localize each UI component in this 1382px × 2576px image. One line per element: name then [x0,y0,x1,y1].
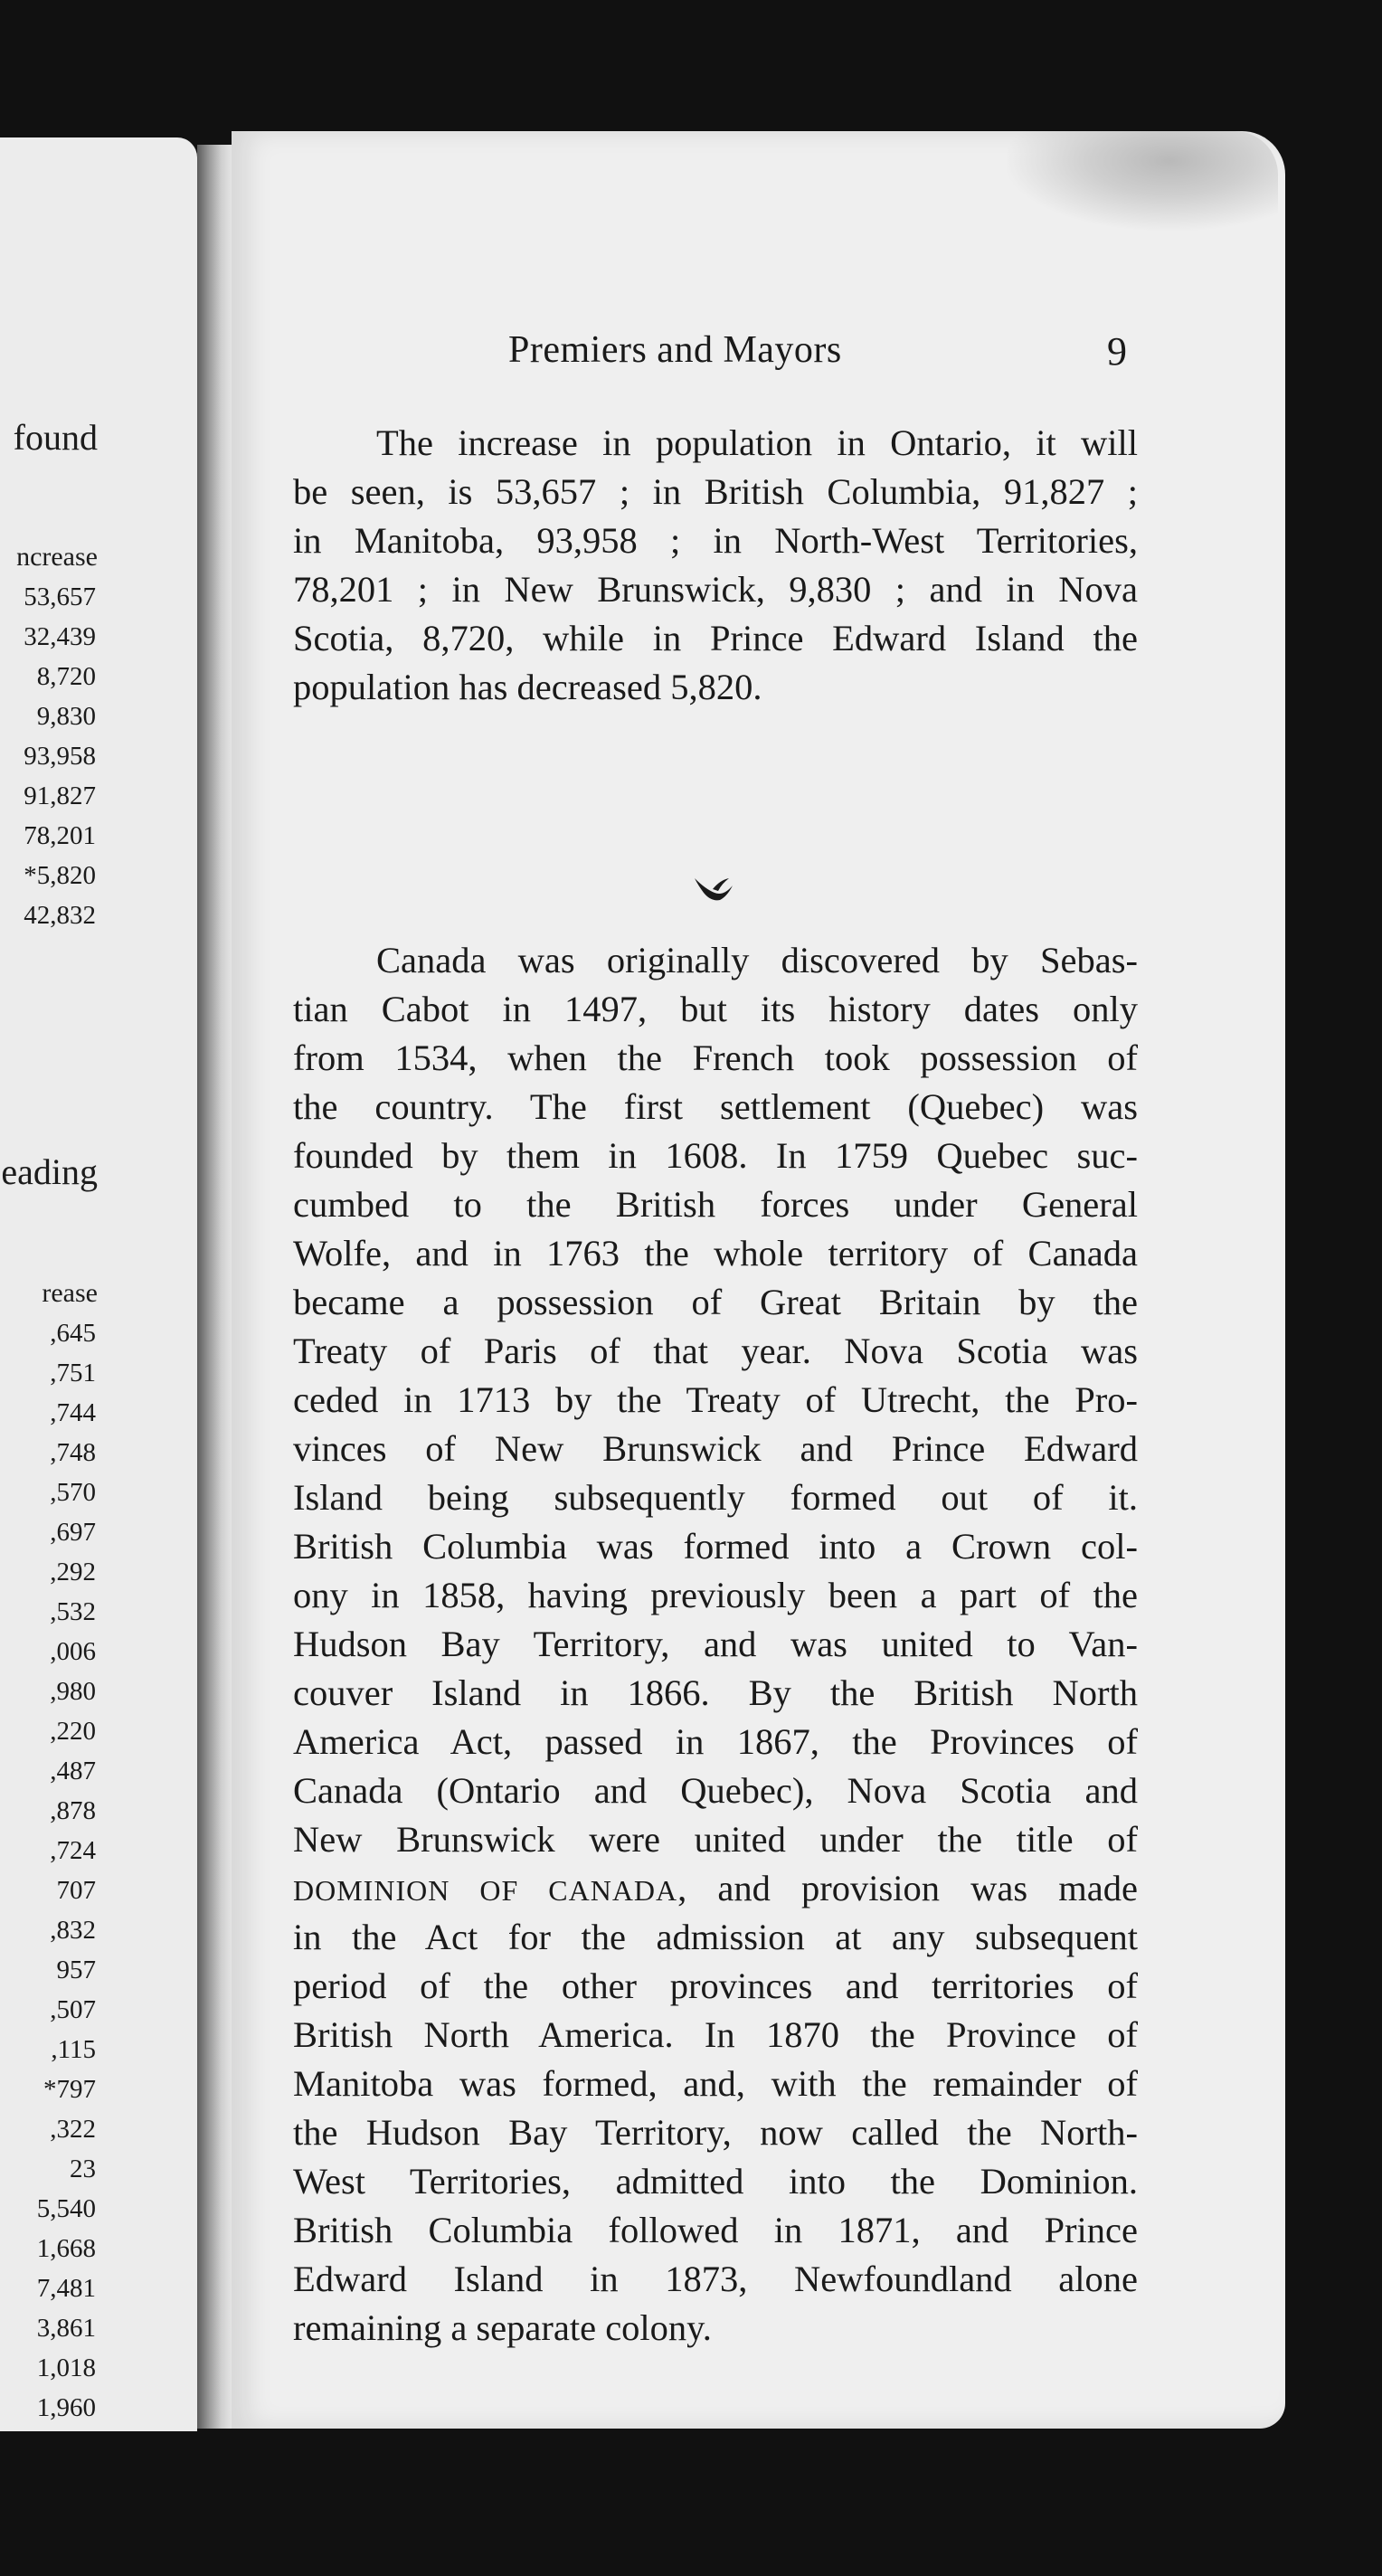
page-header [232,328,1285,383]
text-line: tian Cabot in 1497, but its history dates only [293,989,1138,1029]
left-number: ,751 [50,1359,96,1387]
text-line: be seen, is 53,657 ; in British Columbia, 91,827 ; [293,471,1138,512]
left-number: ,507 [50,1995,96,2024]
text-line: British North America. In 1870 the Province of [293,2014,1138,2055]
text-line: population has decreased 5,820. [293,667,762,707]
text-line: 78,201 ; in New Brunswick, 9,830 ; and in Nova [293,569,1138,610]
text-line: the country. The first settlement (Quebec) was [293,1086,1138,1127]
text-line: The increase in population in Ontario, it will [376,422,1138,463]
left-number: *5,820 [24,861,96,890]
left-number: ,487 [50,1757,96,1785]
paragraph [293,936,1138,2353]
left-number: ,220 [50,1717,96,1746]
text-line: America Act, passed in 1867, the Provinces of [293,1721,1138,1762]
text-line: Treaty of Paris of that year. Nova Scotia was [293,1331,1138,1371]
left-page-fragment [0,137,197,2431]
text-line: ony in 1858, having previously been a part of the [293,1575,1138,1615]
left-number: 42,832 [24,901,96,930]
text-line: West Territories, admitted into the Dominion. [293,2161,1138,2202]
text-line: Wolfe, and in 1763 the whole territory of Canada [293,1233,1138,1274]
left-number: 8,720 [36,662,96,691]
left-number: 93,958 [24,742,96,771]
text-line: Canada (Ontario and Quebec), Nova Scotia and [293,1770,1138,1811]
text-line: the Hudson Bay Territory, now called the North- [293,2112,1138,2153]
text-line: New Brunswick were united under the title of [293,1819,1138,1860]
left-number: 78,201 [24,821,96,850]
left-number: ,980 [50,1677,96,1706]
left-number: 707 [56,1876,96,1905]
left-number: 1,960 [36,2393,96,2422]
book-gutter [197,145,232,2429]
text-line: Canada was originally discovered by Sebas- [376,940,1138,980]
left-page-heading: found [13,417,98,458]
left-number: 32,439 [24,622,96,651]
running-head: Premiers and Mayors [508,329,842,371]
left-number: 53,657 [24,582,96,611]
left-number: 91,827 [24,781,96,810]
left-number: ,006 [50,1637,96,1666]
left-number: 5,540 [36,2194,96,2223]
left-number: *797 [43,2075,96,2104]
text-line: vinces of New Brunswick and Prince Edward [293,1428,1138,1469]
left-number: 1,018 [36,2353,96,2382]
left-number: ,878 [50,1796,96,1825]
text-line: in Manitoba, 93,958 ; in North-West Territories, [293,520,1138,561]
text-line: cumbed to the British forces under General [293,1184,1138,1225]
left-number: ,697 [50,1518,96,1547]
text-line: Edward Island in 1873, Newfoundland alone [293,2259,1138,2299]
page-stain [1007,131,1278,231]
left-number: 7,481 [36,2274,96,2303]
left-number: ,322 [50,2115,96,2144]
left-number: ,744 [50,1398,96,1427]
text-line: remaining a separate colony. [293,2307,712,2348]
ornament-icon [693,873,736,904]
text-line: founded by them in 1608. In 1759 Quebec suc- [293,1135,1138,1176]
text-line: couver Island in 1866. By the British North [293,1672,1138,1713]
left-number: ,115 [51,2035,96,2064]
text-line: Manitoba was formed, and, with the remainder of [293,2063,1138,2104]
left-number: ,532 [50,1597,96,1626]
left-number: ,570 [50,1478,96,1507]
text-line: period of the other provinces and territories of [293,1965,1138,2006]
text-line: Hudson Bay Territory, and was united to Van- [293,1624,1138,1664]
left-number: 3,861 [36,2314,96,2343]
text-line [293,1864,1138,1913]
text-line: from 1534, when the French took possession of [293,1037,1138,1078]
small-caps-text: DOMINION OF CANADA [293,1874,678,1907]
left-number: ,292 [50,1558,96,1586]
left-column-header: ncrease [16,542,98,572]
left-number-column [37,1313,96,2428]
text-fragment: , and provision was made [677,1868,1138,1908]
left-number: 1,668 [36,2234,96,2263]
left-number: ,832 [50,1916,96,1945]
left-number-column [24,577,96,935]
left-number: 9,830 [36,702,96,731]
text-line: British Columbia was formed into a Crown col- [293,1526,1138,1567]
left-number: 23 [70,2155,96,2183]
text-line: in the Act for the admission at any subsequent [293,1917,1138,1957]
book-page [232,131,1285,2429]
text-line: became a possession of Great Britain by the [293,1282,1138,1322]
page-number: 9 [1107,329,1127,374]
left-number: 957 [56,1956,96,1984]
left-number: ,748 [50,1438,96,1467]
text-line: British Columbia followed in 1871, and Prince [293,2210,1138,2250]
text-line: ceded in 1713 by the Treaty of Utrecht, the Pro- [293,1379,1138,1420]
text-line: Island being subsequently formed out of it. [293,1477,1138,1518]
left-page-heading: eading [1,1151,98,1192]
left-number: ,645 [50,1319,96,1348]
left-number: ,724 [50,1836,96,1865]
text-line: Scotia, 8,720, while in Prince Edward Island the [293,618,1138,658]
paragraph [293,419,1138,712]
left-column-header: rease [42,1278,98,1308]
